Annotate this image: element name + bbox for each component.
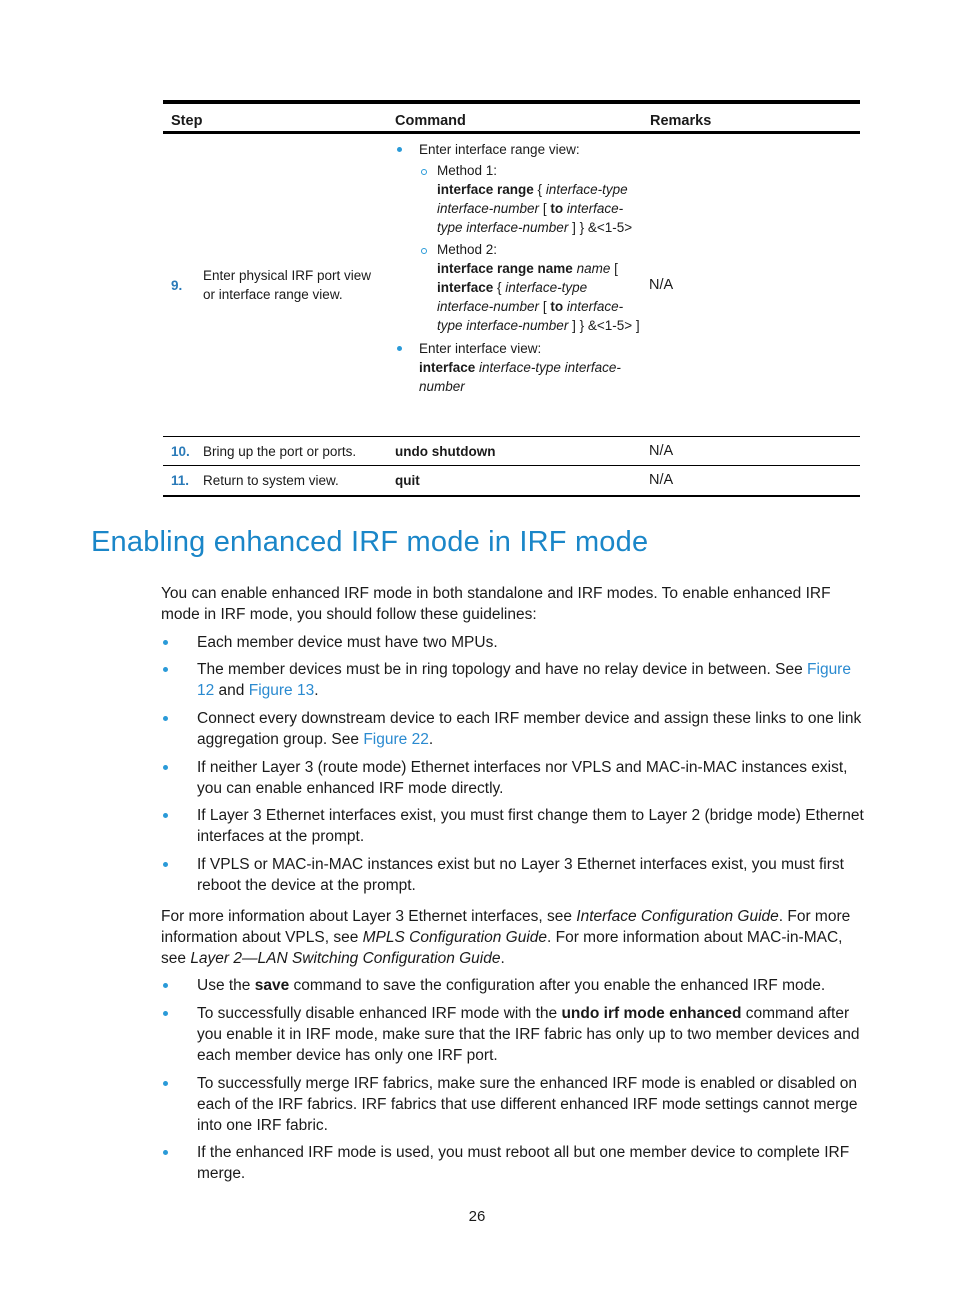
step-description: Enter physical IRF port view or interface range view. xyxy=(203,268,372,302)
step-description: Bring up the port or ports. xyxy=(203,443,357,459)
header-command: Command xyxy=(395,113,466,129)
list-item: If Layer 3 Ethernet interfaces exist, you must first change them to Layer 2 (bridge mode) Ethernet interfaces at the prompt. xyxy=(161,805,864,847)
remarks-cell: N/A xyxy=(649,442,674,459)
command-table xyxy=(163,100,860,497)
step-number: 10. xyxy=(171,443,190,459)
header-step: Step xyxy=(171,113,203,129)
list-item: Method 1: interface range { interface-type interface-number [ to interface-type interface-number ] } &<1-5> xyxy=(419,161,642,237)
list-item: To successfully disable enhanced IRF mode with the undo irf mode enhanced command after you enable it in IRF mode, make sure that the IRF fabric has only up to two member devices and each member device has only one IRF port. xyxy=(161,1003,864,1066)
command-cell: undo shutdown xyxy=(395,443,496,459)
step-number: 11. xyxy=(171,473,190,488)
bullet-icon xyxy=(163,1081,168,1086)
bullet-icon xyxy=(163,1011,168,1016)
step-description: Return to system view. xyxy=(203,473,339,488)
list-item: Each member device must have two MPUs. xyxy=(161,632,864,653)
header-remarks: Remarks xyxy=(650,113,712,129)
list-item: If the enhanced IRF mode is used, you must reboot all but one member device to complete IRF merge. xyxy=(161,1142,864,1184)
bullet-icon xyxy=(163,640,168,645)
figure-12-link[interactable]: Figure 12 xyxy=(197,661,851,699)
list-item: To successfully merge IRF fabrics, make sure the enhanced IRF mode is enabled or disabled on each of the IRF fabrics. IRF fabrics that use different enhanced IRF mode settings cannot merge into one IRF fabric. xyxy=(161,1073,864,1136)
figure-13-link[interactable]: Figure 13 xyxy=(248,682,315,699)
bullet-icon xyxy=(163,813,168,818)
bullet-icon xyxy=(163,716,168,721)
bullet-icon xyxy=(163,667,168,672)
remarks-cell: N/A xyxy=(649,276,674,293)
bullet-icon xyxy=(163,983,168,988)
bullet-icon xyxy=(163,862,168,867)
command-cell: quit xyxy=(395,473,420,488)
list-item: Method 2: interface range name name [ interface { interface-type interface-number [ to interface-type interface-number ] } &<1-5> ] xyxy=(419,240,642,335)
intro-paragraph: You can enable enhanced IRF mode in both standalone and IRF modes. To enable enhanced IRF mode in IRF mode, you should follow these guidelines: xyxy=(161,585,831,623)
bullet-icon xyxy=(163,765,168,770)
list-item: If neither Layer 3 (route mode) Ethernet interfaces nor VPLS and MAC-in-MAC instances exist, you can enable enhanced IRF mode directly. xyxy=(161,757,864,799)
list-item: Connect every downstream device to each IRF member device and assign these links to one link aggregation group. See Figure 22. xyxy=(161,708,864,750)
list-item: If VPLS or MAC-in-MAC instances exist but no Layer 3 Ethernet interfaces exist, you must first reboot the device at the prompt. xyxy=(161,854,864,896)
step-number: 9. xyxy=(171,277,183,293)
section-heading: Enabling enhanced IRF mode in IRF mode xyxy=(91,526,649,558)
table-row xyxy=(163,436,860,465)
table-header xyxy=(163,104,860,133)
more-info-paragraph: For more information about Layer 3 Ethernet interfaces, see Interface Configuration Guide. For more information about VPLS, see MPLS Configuration Guide. For more information about MAC-in-MAC, see Layer 2—LAN Switching Configuration Guide. xyxy=(161,908,851,967)
figure-22-link[interactable]: Figure 22 xyxy=(363,731,429,748)
command-cell xyxy=(387,134,642,436)
list-item: Enter interface view: interface interface-type interface-number xyxy=(395,339,642,396)
list-item: Enter interface range view: Method 1: interface range { interface-type interface-number [ to interface-type interface-number ] } &<1-5> Method 2: interface range name name [ interface { interface-type interface-number [ to interface-type interface-number ] } &<1-5> ] xyxy=(395,140,642,335)
list-item: The member devices must be in ring topology and have no relay device in between. See Figure 12 and Figure 13. xyxy=(161,659,864,701)
remarks-cell: N/A xyxy=(649,472,674,488)
bullet-icon xyxy=(163,1150,168,1155)
page-number: 26 xyxy=(468,1208,486,1225)
list-item: Use the save command to save the configuration after you enable the enhanced IRF mode. xyxy=(161,975,864,996)
table-row xyxy=(163,465,860,495)
table-row xyxy=(163,133,860,436)
